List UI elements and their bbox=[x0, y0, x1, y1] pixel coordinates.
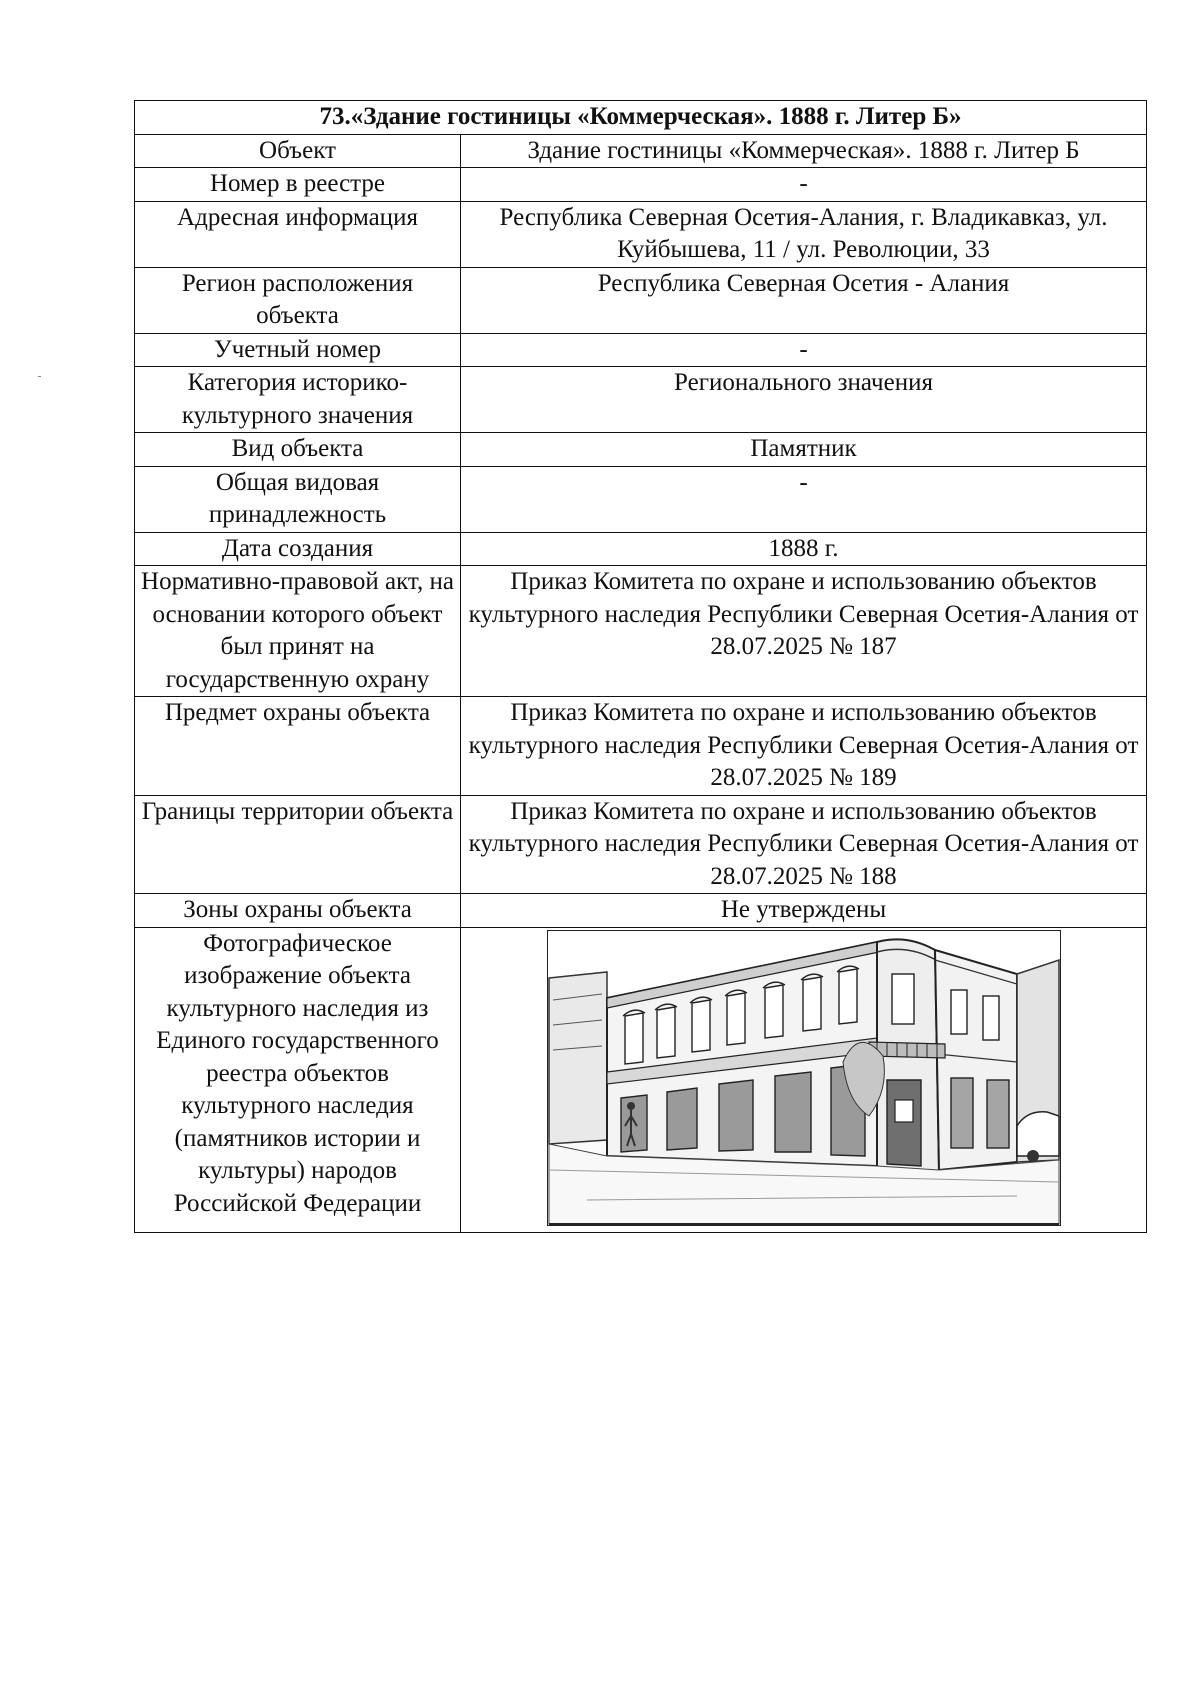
value-category: Регионального значения bbox=[461, 367, 1147, 433]
value-legal-act: Приказ Комитета по охране и использованию объектов культурного наследия Республики Северная Осетия-Алания от 28.07.2025 № 187 bbox=[461, 566, 1147, 697]
label-legal-act: Нормативно-правовой акт, на основании которого объект был принят на государственную охрану bbox=[135, 566, 461, 697]
value-photo bbox=[461, 927, 1147, 1232]
row-general-type bbox=[135, 466, 1147, 532]
row-registry-number bbox=[135, 168, 1147, 202]
scan-speck bbox=[38, 376, 41, 377]
value-address: Республика Северная Осетия-Алания, г. Владикавказ, ул. Куйбышева, 11 / ул. Революции, 33 bbox=[461, 201, 1147, 267]
value-protection-zones: Не утверждены bbox=[461, 894, 1147, 928]
label-registry-number: Номер в реестре bbox=[135, 168, 461, 202]
building-photo bbox=[547, 930, 1061, 1226]
value-object: Здание гостиницы «Коммерческая». 1888 г. Литер Б bbox=[461, 134, 1147, 168]
label-object-type: Вид объекта bbox=[135, 433, 461, 467]
value-object-type: Памятник bbox=[461, 433, 1147, 467]
row-territory-borders bbox=[135, 795, 1147, 894]
label-territory-borders: Границы территории объекта bbox=[135, 795, 461, 894]
row-object bbox=[135, 134, 1147, 168]
label-photo: Фотографическое изображение объекта культурного наследия из Единого государственного реестра объектов культурного наследия (памятников истории и культуры) народов Российской Федерации bbox=[135, 927, 461, 1232]
value-region: Республика Северная Осетия - Алания bbox=[461, 267, 1147, 333]
register-table bbox=[134, 100, 1147, 1233]
row-protection-zones bbox=[135, 894, 1147, 928]
register-card bbox=[134, 100, 1146, 1233]
row-region bbox=[135, 267, 1147, 333]
row-legal-act bbox=[135, 566, 1147, 697]
label-general-type: Общая видовая принадлежность bbox=[135, 466, 461, 532]
label-region: Регион расположения объекта bbox=[135, 267, 461, 333]
value-registry-number: - bbox=[461, 168, 1147, 202]
label-protection-zones: Зоны охраны объекта bbox=[135, 894, 461, 928]
value-territory-borders: Приказ Комитета по охране и использованию объектов культурного наследия Республики Северная Осетия-Алания от 28.07.2025 № 188 bbox=[461, 795, 1147, 894]
label-address: Адресная информация bbox=[135, 201, 461, 267]
row-creation-date bbox=[135, 532, 1147, 566]
value-creation-date: 1888 г. bbox=[461, 532, 1147, 566]
row-address bbox=[135, 201, 1147, 267]
label-object: Объект bbox=[135, 134, 461, 168]
label-account-number: Учетный номер bbox=[135, 333, 461, 367]
value-general-type: - bbox=[461, 466, 1147, 532]
row-protection-subject bbox=[135, 697, 1147, 796]
row-account-number bbox=[135, 333, 1147, 367]
label-creation-date: Дата создания bbox=[135, 532, 461, 566]
row-photo bbox=[135, 927, 1147, 1232]
value-account-number: - bbox=[461, 333, 1147, 367]
label-category: Категория историко-культурного значения bbox=[135, 367, 461, 433]
row-category bbox=[135, 367, 1147, 433]
row-object-type bbox=[135, 433, 1147, 467]
title-row bbox=[135, 101, 1147, 135]
value-protection-subject: Приказ Комитета по охране и использованию объектов культурного наследия Республики Северная Осетия-Алания от 28.07.2025 № 189 bbox=[461, 697, 1147, 796]
label-protection-subject: Предмет охраны объекта bbox=[135, 697, 461, 796]
card-title: 73.«Здание гостиницы «Коммерческая». 1888 г. Литер Б» bbox=[135, 101, 1147, 135]
